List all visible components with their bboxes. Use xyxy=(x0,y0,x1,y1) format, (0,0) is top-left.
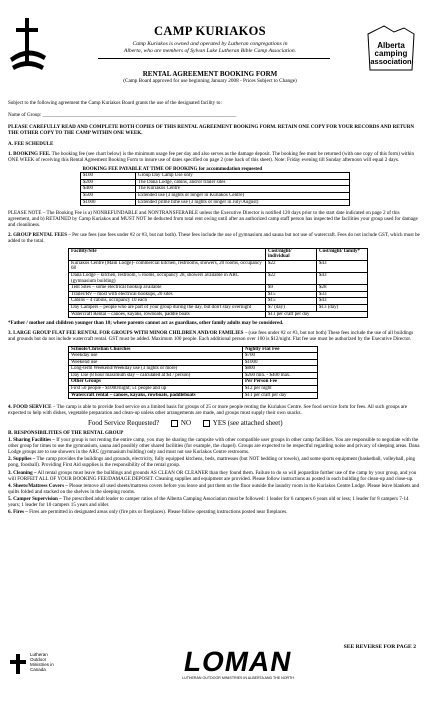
loman-brand: LOMAN xyxy=(181,646,295,677)
cell: $12 per night xyxy=(243,386,318,393)
large-group-paragraph xyxy=(8,330,420,342)
column-header: Other Groups xyxy=(69,379,243,386)
cell: $22 xyxy=(266,260,317,272)
item-text: The prescribed adult leader to camper ratios of the Alberta Camping Association must be followed: 1 leader for 6 campers 6 years old or less; 1 leader for 8 campers 7-14 years; 1 leader for 10 campers 15 years and older. xyxy=(8,495,409,508)
list-item xyxy=(8,483,420,495)
rental-fees-table xyxy=(68,248,368,319)
intro-line: Subject to the following agreement the Camp Kuriakos Board grants the use of the designated facility to: xyxy=(8,100,222,106)
item-title: 2. Supplies – xyxy=(8,456,36,463)
cell: $11 per craft per day xyxy=(266,311,368,318)
lomic-logo xyxy=(8,650,64,702)
cell: $15 xyxy=(266,298,317,305)
cell: $22 xyxy=(266,273,317,285)
group-name-field[interactable]: Name of Group: ____________________________________________________________________________ xyxy=(8,112,237,119)
cell: $500 xyxy=(81,193,136,200)
instructions: PLEASE CAREFULLY READ AND COMPLETE BOTH COPIES OF THIS RENTAL AGREEMENT BOOKING FORM. RETAIN ONE COPY FOR YOUR RECORDS AND RETURN THE OTHER COPY TO THE CAMP WITHIN ONE WEEK. xyxy=(8,124,415,137)
food-yes-checkbox[interactable] xyxy=(203,420,210,427)
cell: Tent Sites – some electrical hookup available xyxy=(69,285,266,292)
form-title: RENTAL AGREEMENT BOOKING FORM xyxy=(142,70,278,78)
camp-title: CAMP KURIAKOS xyxy=(154,24,266,38)
table-row xyxy=(69,392,318,399)
table-row xyxy=(81,199,350,206)
table-row xyxy=(69,291,368,298)
item-text: Please remove all used sheets/mattress covers before you leave and put them on the floor outside the laundry room in the Kuriakos Centre Lodge. Please leave blankets and quilts folded and stacked on the shelves in the sleeping rooms. xyxy=(8,482,420,495)
booking-fee-title: 1. BOOKING FEE. xyxy=(8,150,51,157)
family-note: *Father / mother and children younger than 18; where parents cannot act as guardians, other family adults may be considered. xyxy=(8,320,284,327)
cell: $13 (day) xyxy=(317,305,368,312)
lomic-text: Lutheran Outdoor Ministries in Canada xyxy=(30,652,54,672)
food-service-question xyxy=(88,420,420,427)
cell: First 50 people - $1000/night; 51 people and up xyxy=(69,386,243,393)
booking-fee-text: The booking fee (see chart below) is the minimum usage fee per day and also serves as the damage deposit. The booking fee must be returned (with one copy of this form) within ONE WEEK of receiving this Rental Agreement Booking Form to insure use of dates specified on page 2 (one back of this sheet). Note: Friday evening till Sunday afternoon will equal 2 days. xyxy=(8,150,415,164)
cell: Weekday use xyxy=(69,353,243,360)
cell: $200 min. - $400 max. xyxy=(243,372,318,379)
svg-text:Alberta: Alberta xyxy=(377,41,405,50)
cell: $9 xyxy=(266,285,317,292)
large-group-title: 3. LARGE GROUP FLAT FEE RENTAL FOR GROUPS WITH MINOR CHILDREN AND/OR FAMILIES xyxy=(8,329,244,336)
page-footer xyxy=(8,644,420,702)
list-item xyxy=(8,509,420,515)
subtitle-line-1: Camp Kuriakos is owned and operated by Lutheran congregations in xyxy=(132,41,288,47)
camp-subtitle xyxy=(70,41,350,55)
cell: Watercraft rental – canoes, kayaks, rowboats, paddleboats xyxy=(69,392,243,399)
table-row xyxy=(69,366,318,373)
cell: $43 xyxy=(317,260,368,272)
cell: $11 per craft per day xyxy=(243,392,318,399)
section-a-heading: A. FEE SCHEDULE xyxy=(8,141,54,148)
booking-table-heading: BOOKING FEE PAYABLE AT TIME OF BOOKING for accommodation requested xyxy=(82,166,263,172)
alberta-camping-association-logo-icon xyxy=(364,24,418,72)
list-item xyxy=(8,456,420,468)
loman-brand-block xyxy=(138,646,338,680)
table-row xyxy=(69,273,368,285)
column-header: Facility/Site xyxy=(69,248,266,260)
item-title: 4. Sheets/Mattress Covers – xyxy=(8,482,68,489)
svg-text:camping: camping xyxy=(374,49,408,58)
cell: $43 xyxy=(317,273,368,285)
column-header: Schools/Christian Churches xyxy=(69,346,243,353)
table-row xyxy=(69,386,318,393)
table-row xyxy=(81,186,350,193)
food-service-label: Food Service Requested? xyxy=(88,419,160,428)
item-title: 1. Sharing Facilities – xyxy=(8,437,55,444)
section-b-heading: B. RESPONSIBILITIES OF THE RENTAL GROUP xyxy=(8,429,124,436)
large-group-text: – (use fees under #2 or #3, but not both) These fees include the use of all buildings and grounds but do not include watercraft rental. GST must be added. Maximum 100 people. Each additional person over 100 is $12/night. Flat fee use must be authorized by the Executive Director. xyxy=(8,329,414,342)
cell: Day Use (8 hour maximum stay – calculated at $4 / person) xyxy=(69,372,243,379)
cell: $7 (day) xyxy=(266,305,317,312)
cell: $1000 xyxy=(243,359,318,366)
cell: Extended use (3 nights or longer in Kuriakos Centre) xyxy=(136,193,350,200)
table-row xyxy=(81,179,350,186)
cell: Weekend use xyxy=(69,359,243,366)
document-body xyxy=(8,100,420,516)
cell: The Kuriakos Centre xyxy=(136,186,350,193)
cell: The Dana Lodge, cabins, and/or trailer sites xyxy=(136,179,350,186)
subtitle-line-2: Alberta, who are members of Sylvan Lake Lutheran Bible Camp Association. xyxy=(123,48,297,54)
responsibilities-list xyxy=(8,437,420,515)
list-item xyxy=(8,496,420,508)
cell: Watercraft Rental – canoes, kayaks, rowboats, paddle boats xyxy=(69,311,266,318)
lomic-cross-icon xyxy=(8,654,28,674)
table-row xyxy=(69,305,368,312)
loman-subtitle: LUTHERAN OUTDOOR MINISTRIES IN ALBERTA AND THE NORTH xyxy=(182,676,294,680)
cell: $33 xyxy=(317,291,368,298)
table-row xyxy=(69,372,318,379)
flat-fee-table xyxy=(68,346,318,400)
list-item xyxy=(8,470,420,482)
cell: $200 xyxy=(81,179,136,186)
document-header xyxy=(0,18,428,86)
table-row xyxy=(69,353,318,360)
see-reverse-note: SEE REVERSE FOR PAGE 2 xyxy=(343,644,416,650)
table-row xyxy=(69,285,368,292)
table-header-row xyxy=(69,346,318,353)
item-title: 3. Cleaning – xyxy=(8,469,37,476)
cell: Cabins – 4 cabins, occupancy 10 each xyxy=(69,298,266,305)
booking-fee-paragraph xyxy=(8,151,420,163)
group-rental-title: 2. GROUP RENTAL FEES xyxy=(8,232,68,238)
cell: $400 xyxy=(81,186,136,193)
please-note: PLEASE NOTE – The Booking Fee is a) NONREFUNDABLE and NONTRANSFERABLE unless the Executive Director is notified 120 days prior to the start date indicated on page 2 of this agreement, and b) RETAINED by Camp Kuriakos and MUST NOT be deducted from total rent owing until after an authorized camp staff person has inspected the facilities your group used for damage and cleanliness. xyxy=(8,210,418,229)
item-title: 5. Camper Supervision – xyxy=(8,495,62,502)
cell: Day Campers – people who are part of your group during the day, but don't stay overnight xyxy=(69,305,266,312)
column-header: Cost/night/ individual xyxy=(266,248,317,260)
table-row xyxy=(69,260,368,272)
table-row xyxy=(69,311,368,318)
food-no-label: NO xyxy=(180,419,192,428)
list-item xyxy=(8,437,420,455)
cross-wave-logo-icon xyxy=(8,18,48,80)
cell: Group Day Camp Use only xyxy=(136,173,350,180)
booking-fee-table xyxy=(80,167,350,207)
table-row xyxy=(69,298,368,305)
form-subtitle: (Camp Board approved for use beginning January 2008 - Prices Subject to Change) xyxy=(123,78,297,84)
svg-text:association: association xyxy=(370,57,412,66)
item-text: The camp provides the buildings and grounds, electricity, fully equipped kitchens, beds, mattresses (but NOT bedding or towels), and some sports equipment (basketball, volleyball, ping pong, foosball). Providing First Aid supplies is the responsibility of the rental group. xyxy=(8,456,416,469)
table-row xyxy=(69,359,318,366)
cell: Extended prime time use (3 nights or longer in July/August) xyxy=(136,199,350,206)
food-service-paragraph xyxy=(8,404,420,416)
item-text: Fires are permitted in designated areas only (fire pits or fireplaces). Please follow operating instructions posted near fireplaces. xyxy=(29,509,288,516)
cell: $15 xyxy=(266,291,317,298)
item-title: 6. Fires – xyxy=(8,509,28,516)
header-divider xyxy=(98,58,330,59)
food-service-title: 4. FOOD SERVICE xyxy=(8,404,52,411)
cell: $800 xyxy=(243,366,318,373)
cell: $28 xyxy=(317,285,368,292)
table-header-row xyxy=(69,248,368,260)
food-service-text: – The camp is able to provide food service on a limited basis for groups of 25 or more people renting the Kuriakos Centre. See food service form for fees. All such groups are expected to help with dishes, vegetable preparation and clean-up unless other arrangements are made, and groups must supply their own snacks. xyxy=(8,404,408,417)
table-row xyxy=(81,193,350,200)
cell: Trailer/RV – most with electrical hookups, 20 sites xyxy=(69,291,266,298)
item-text: All rental groups must leave the buildings and grounds AS CLEAN OR CLEANER than they found them. Failure to do so will jeopardize further use of the camp by your group, and you will FORFEIT ALL OF YOUR BOOKING FEE/DAMAGE DEPOSIT. Cleaning supplies and equipment are provided. Please follow instructions as posted in each building for clean-up and close-up. xyxy=(8,469,417,482)
cell: Dana Lodge – kitchen, restroom, 5 rooms, occupancy 28, showers available in ARC (gymnasium building) xyxy=(69,273,266,285)
cell: $1000 xyxy=(81,199,136,206)
table-row xyxy=(81,173,350,180)
cell: Kuriakos Centre (Main Lodge)- commercial kitchen, restrooms, showers, 20 rooms, occupancy 68 xyxy=(69,260,266,272)
group-rental-text: – Per use fees (use fees under #2 or #3, but not both). These fees include the use of gymnasium and sauna but not use of watercraft. Fees do not include GST, which must be added to the total. xyxy=(8,232,420,245)
cell: $100 xyxy=(81,173,136,180)
column-header: Cost/night/ family* xyxy=(317,248,368,260)
food-yes-label: YES (see attached sheet) xyxy=(212,419,283,428)
item-text: If your group is not renting the entire camp, you may be sharing the campsite with other compatible user groups in other camp facilities. You are responsible to negotiate with the other group for times to use the gymnasium, sauna and possibly other shared facilities (for example, the chapel). Groups are expected to be respectful regarding noise and privacy of sleeping areas. Dana Lodge groups are to use showers in the ARC (gymnasium building) only and must not use Kuriakos Centre restrooms. xyxy=(8,437,420,456)
cell: $700 xyxy=(243,353,318,360)
cell: $43 xyxy=(317,298,368,305)
cell: Long-term Weekend/Weekday use (3 nights or more) xyxy=(69,366,243,373)
group-rental-fees-paragraph xyxy=(8,232,420,244)
food-no-checkbox[interactable] xyxy=(171,420,178,427)
column-header: Per Person Fee xyxy=(243,379,318,386)
column-header: Nightly Flat Fee xyxy=(243,346,318,353)
table-header-row xyxy=(69,379,318,386)
